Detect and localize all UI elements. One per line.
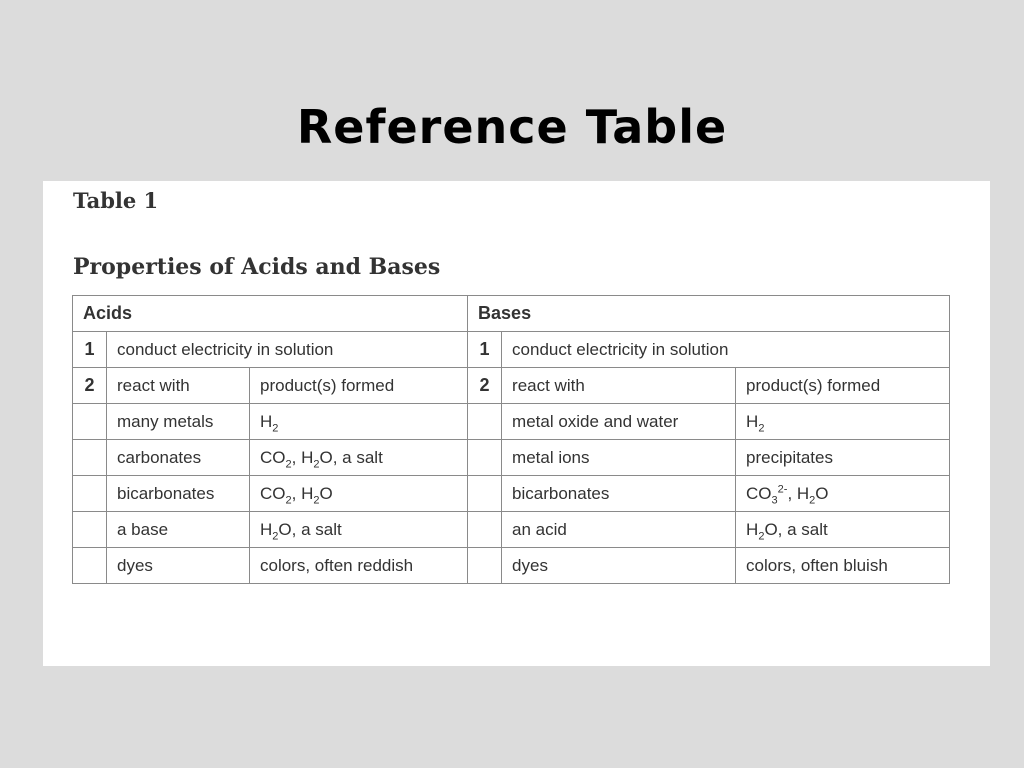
empty-number-cell <box>73 548 107 584</box>
table-number: Table 1 <box>73 188 159 213</box>
empty-number-cell <box>468 548 502 584</box>
acids-reactant-cell: many metals <box>107 404 250 440</box>
empty-number-cell <box>73 476 107 512</box>
acids-product-cell: $CO_2$, $H_2O$, a salt <box>250 440 468 476</box>
reference-document <box>43 181 990 666</box>
bases-header: Bases <box>468 296 950 332</box>
acids-reactant-cell: bicarbonates <box>107 476 250 512</box>
acids-reactant-cell: a base <box>107 512 250 548</box>
properties-table <box>72 295 950 584</box>
bases-product-cell: $H_2$ <box>736 404 950 440</box>
bases-reactant-cell: dyes <box>502 548 736 584</box>
acids-products-label: product(s) formed <box>250 368 468 404</box>
bases-product-cell: $H_2O$, a salt <box>736 512 950 548</box>
slide-title: Reference Table <box>296 100 728 154</box>
empty-number-cell <box>73 440 107 476</box>
empty-number-cell <box>468 476 502 512</box>
table-row <box>73 476 950 512</box>
bases-product-cell: $CO_3^{2-}$, $H_2O$ <box>736 476 950 512</box>
bases-reactant-cell: metal ions <box>502 440 736 476</box>
acids-reactant-cell: carbonates <box>107 440 250 476</box>
empty-number-cell <box>468 440 502 476</box>
bases-products-label: product(s) formed <box>736 368 950 404</box>
acids-product-cell: colors, often reddish <box>250 548 468 584</box>
bases-react-with-label: react with <box>502 368 736 404</box>
acids-reactant-cell: dyes <box>107 548 250 584</box>
acids-product-cell: $CO_2$, $H_2O$ <box>250 476 468 512</box>
bases-product-cell: colors, often bluish <box>736 548 950 584</box>
acids-property-text: conduct electricity in solution <box>107 332 468 368</box>
acids-react-with-label: react with <box>107 368 250 404</box>
acids-product-cell: $H_2$ <box>250 404 468 440</box>
bases-reactant-cell: metal oxide and water <box>502 404 736 440</box>
table-row <box>73 404 950 440</box>
empty-number-cell <box>468 512 502 548</box>
bases-reactant-cell: an acid <box>502 512 736 548</box>
acids-product-cell: $H_2O$, a salt <box>250 512 468 548</box>
empty-number-cell <box>73 404 107 440</box>
acids-header: Acids <box>73 296 468 332</box>
table-row <box>73 440 950 476</box>
table-row <box>73 332 950 368</box>
empty-number-cell <box>468 404 502 440</box>
bases-row-number: 1 <box>468 332 502 368</box>
table-header-row <box>73 296 950 332</box>
empty-number-cell <box>73 512 107 548</box>
table-heading: Properties of Acids and Bases <box>73 254 441 280</box>
bases-product-cell: precipitates <box>736 440 950 476</box>
bases-row-number: 2 <box>468 368 502 404</box>
bases-property-text: conduct electricity in solution <box>502 332 950 368</box>
bases-reactant-cell: bicarbonates <box>502 476 736 512</box>
table-row <box>73 512 950 548</box>
acids-row-number: 2 <box>73 368 107 404</box>
acids-row-number: 1 <box>73 332 107 368</box>
table-row <box>73 548 950 584</box>
table-row <box>73 368 950 404</box>
